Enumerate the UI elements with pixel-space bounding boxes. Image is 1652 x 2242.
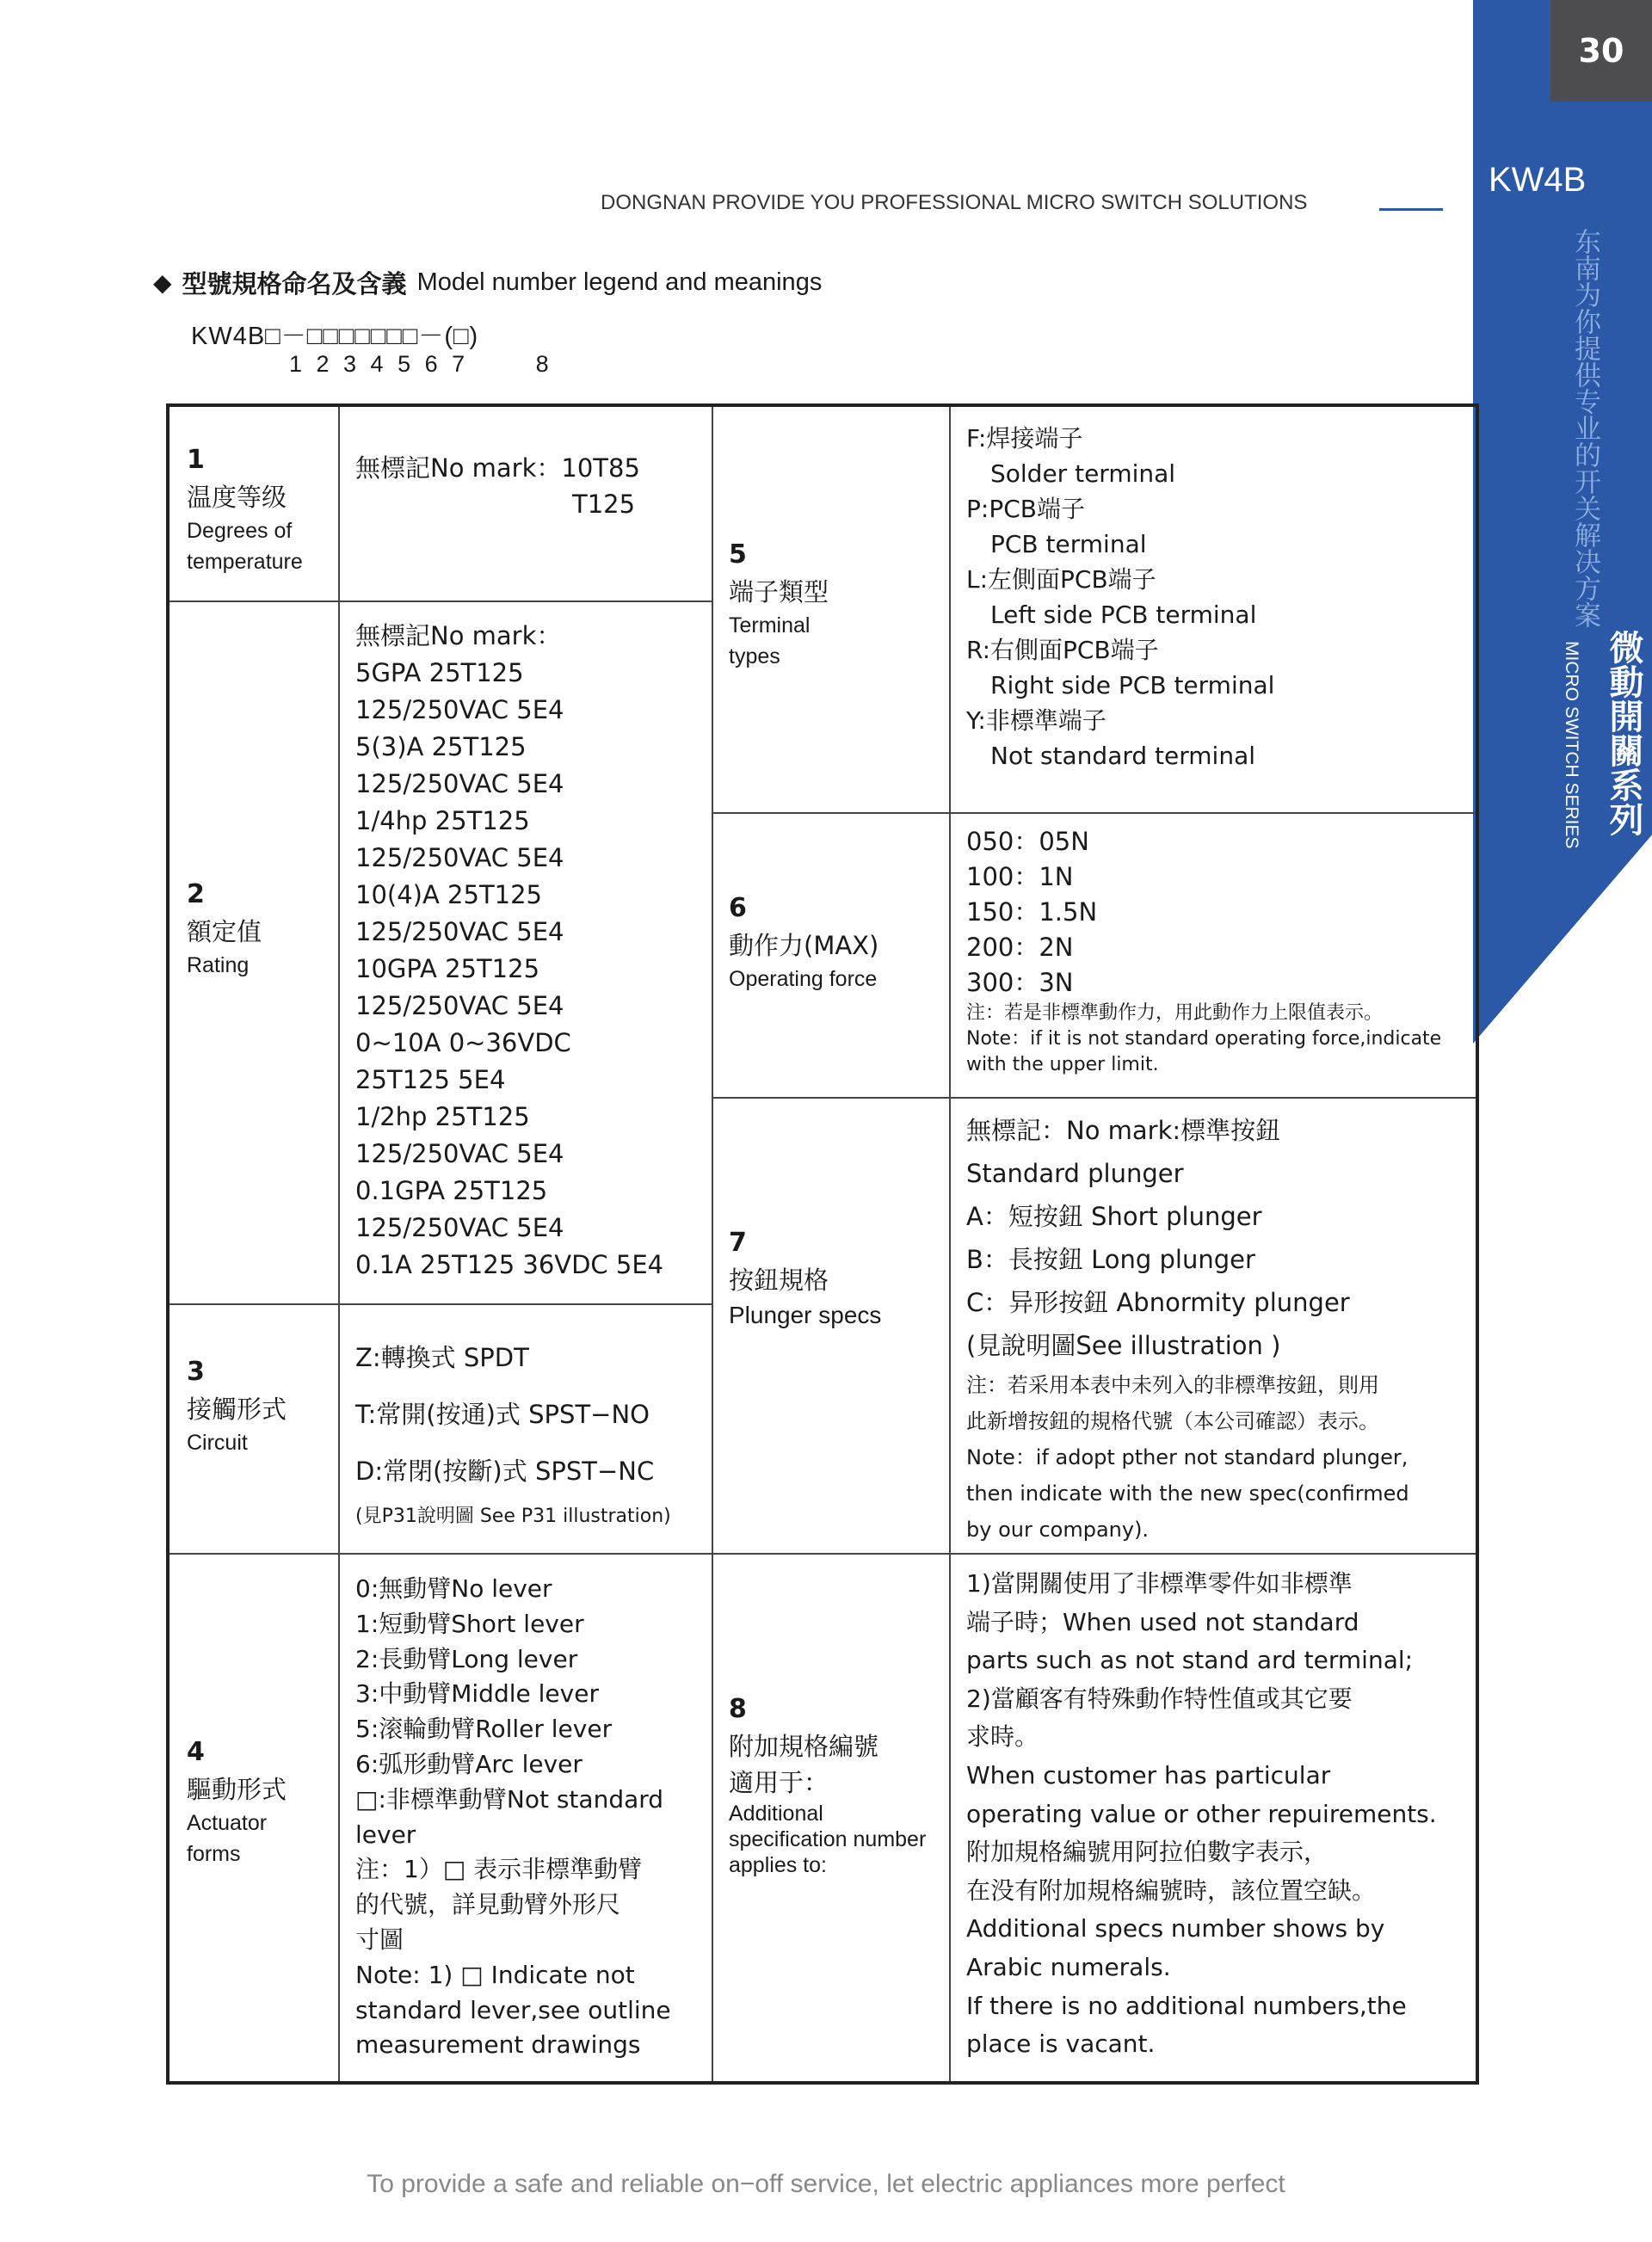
list-item: 125/250VAC 5E4 (355, 695, 564, 724)
row8-label-cn-2: 適用于： (729, 1767, 829, 1797)
model-code: KW4B□－□□□□□□□－(□) (191, 323, 479, 350)
list-item: Not standard terminal (990, 742, 1256, 770)
model-code-digits: 1 2 3 4 5 6 7 8 (289, 351, 549, 377)
list-item: 25T125 5E4 (355, 1065, 506, 1094)
list-item: 無標記：No mark:標準按鈕 (966, 1116, 1281, 1145)
row5-number: 5 (729, 539, 747, 570)
row7-content (949, 1097, 1476, 1553)
list-item: Note: 1) □ Indicate not (355, 1960, 635, 1989)
list-item: C：异形按鈕 Abnormity plunger (966, 1288, 1350, 1317)
series-code: KW4B (1489, 161, 1587, 199)
section-heading (153, 265, 822, 300)
list-item: 150：1.5N (966, 897, 1098, 927)
list-item: R:右側面PCB端子 (966, 636, 1159, 664)
vertical-slogan: 东南为你提供专业的开关解决方案 (1569, 228, 1600, 628)
section-title-cn: 型號規格命名及含義 (182, 269, 407, 299)
row2-label (170, 601, 338, 1303)
row4-label (170, 1553, 338, 2081)
list-item: operating value or other repuirements. (966, 1799, 1437, 1828)
row1-label-cn: 温度等级 (187, 482, 287, 512)
list-item: 1/2hp 25T125 (355, 1102, 530, 1131)
row1-number: 1 (187, 445, 205, 475)
list-item: D:常閉(按斷)式 SPST−NC (355, 1457, 655, 1486)
list-item: Solder terminal (990, 459, 1176, 488)
row1-line-1: 無標記No mark：10T85 (355, 453, 640, 483)
list-item: F:焊接端子 (966, 424, 1083, 453)
list-item: Standard plunger (966, 1159, 1184, 1188)
row3-label-cn: 接觸形式 (187, 1394, 287, 1424)
row3-number: 3 (187, 1357, 205, 1387)
list-item: 300：3N (966, 968, 1074, 997)
list-item: (見說明圖See illustration ) (966, 1331, 1281, 1360)
legend-table (166, 403, 1479, 2085)
list-item: 注：1）□ 表示非標準動臂 (355, 1855, 643, 1884)
row4-content (338, 1553, 712, 2081)
footer-slogan: To provide a safe and reliable on−off service, let electric appliances more perfect (367, 2170, 1285, 2198)
row2-content (338, 601, 712, 1303)
list-item: 125/250VAC 5E4 (355, 1139, 564, 1168)
list-item: 求時。 (966, 1722, 1039, 1752)
list-item: 125/250VAC 5E4 (355, 843, 564, 872)
page-number: 30 (1550, 0, 1652, 102)
list-item: 1/4hp 25T125 (355, 806, 530, 835)
row4-label-en-1: Actuator (187, 1810, 268, 1835)
list-item: PCB terminal (990, 530, 1147, 558)
row5-label-en-2: types (729, 644, 780, 668)
list-item: T:常開(按通)式 SPST−NO (355, 1400, 650, 1429)
row8-number: 8 (729, 1694, 747, 1724)
row8-label-cn-1: 附加規格編號 (729, 1731, 879, 1761)
list-item: 3:中動臂Middle lever (355, 1679, 599, 1709)
list-item: 5:滚輪動臂Roller lever (355, 1715, 613, 1744)
list-item: 10(4)A 25T125 (355, 880, 543, 909)
list-item: Right side PCB terminal (990, 671, 1275, 699)
side-ribbon (1473, 0, 1652, 1044)
list-item: 2:長動臂Long lever (355, 1644, 578, 1673)
list-item: measurement drawings (355, 2030, 641, 2060)
list-item: 0:無動臂No lever (355, 1574, 552, 1603)
row4-label-cn: 驅動形式 (187, 1774, 287, 1804)
diamond-bullet-icon: ◆ (153, 268, 172, 297)
list-item: A：短按鈕 Short plunger (966, 1202, 1262, 1231)
list-item: 的代號，詳見動臂外形尺 (355, 1890, 621, 1919)
row6-label-en: Operating force (729, 966, 878, 991)
list-item: 1)當開關使用了非標準零件如非標準 (966, 1569, 1353, 1598)
row8-label-en-1: Additional (729, 1801, 823, 1826)
row7-note-5: by our company). (966, 1518, 1150, 1542)
list-item: 5(3)A 25T125 (355, 732, 527, 761)
list-item: If there is no additional numbers,the (966, 1991, 1407, 2020)
list-item: 125/250VAC 5E4 (355, 991, 564, 1020)
row7-note-2: 此新增按鈕的規格代號（本公司確認）表示。 (966, 1409, 1379, 1433)
row3-label-en: Circuit (187, 1430, 248, 1455)
section-title-en: Model number legend and meanings (416, 268, 823, 296)
vertical-series-cn: 微動開關系列 (1604, 630, 1643, 836)
row7-label (712, 1097, 949, 1553)
list-item: 100：1N (966, 862, 1074, 891)
row8-content (949, 1553, 1476, 2081)
list-item: 125/250VAC 5E4 (355, 917, 564, 946)
row1-line-2: T125 (572, 490, 636, 520)
row8-label-en-3: applies to: (729, 1852, 827, 1877)
row1-label-en-1: Degrees of (187, 518, 293, 543)
list-item: 端子時；When used not standard (966, 1607, 1359, 1636)
row6-number: 6 (729, 893, 747, 923)
list-item: Left side PCB terminal (990, 601, 1257, 629)
row5-label-en-1: Terminal (729, 613, 811, 637)
row7-label-en: Plunger specs (729, 1301, 882, 1328)
row5-content (949, 407, 1476, 812)
list-item: lever (355, 1820, 416, 1849)
row3-note: (見P31說明圖 See P31 illustration) (355, 1506, 671, 1527)
row1-label-en-2: temperature (187, 549, 303, 574)
row5-label (712, 407, 949, 812)
list-item: 200：2N (966, 933, 1074, 962)
row1-label (170, 407, 338, 601)
list-item: Y:非標準端子 (966, 706, 1106, 735)
row8-label-en-2: specification number (729, 1826, 927, 1851)
list-item: 050：05N (966, 827, 1089, 856)
list-item: 無標記No mark： (355, 621, 562, 650)
header-tagline: DONGNAN PROVIDE YOU PROFESSIONAL MICRO SWITCH SOLUTIONS (601, 191, 1308, 214)
list-item: 1:短動臂Short lever (355, 1609, 584, 1638)
list-item: parts such as not stand ard terminal; (966, 1646, 1414, 1675)
list-item: 0.1A 25T125 36VDC 5E4 (355, 1250, 664, 1279)
list-item: 0~10A 0~36VDC (355, 1028, 571, 1057)
row6-note-3: with the upper limit. (966, 1054, 1159, 1075)
row6-content (949, 812, 1476, 1097)
row7-note-4: then indicate with the new spec(confirmed (966, 1481, 1409, 1506)
list-item: standard lever,see outline (355, 1995, 671, 2024)
row2-label-en: Rating (187, 952, 250, 977)
header-rule (1379, 208, 1443, 211)
list-item: □:非標準動臂Not standard (355, 1784, 664, 1814)
row4-number: 4 (187, 1737, 205, 1767)
list-item: 2)當顧客有特殊動作特性值或其它要 (966, 1684, 1353, 1713)
list-item: 125/250VAC 5E4 (355, 769, 564, 798)
list-item: 125/250VAC 5E4 (355, 1213, 564, 1242)
row3-content (338, 1303, 712, 1553)
list-item: P:PCB端子 (966, 495, 1085, 523)
row3-label (170, 1303, 338, 1553)
vertical-series-en: MICRO SWITCH SERIES (1562, 641, 1581, 849)
row8-label (712, 1553, 949, 2081)
list-item: When customer has particular (966, 1760, 1331, 1789)
list-item: 0.1GPA 25T125 (355, 1176, 548, 1205)
list-item: B：長按鈕 Long plunger (966, 1245, 1255, 1274)
row6-label-cn: 動作力(MAX) (729, 930, 879, 960)
row6-note-1: 注：若是非標準動作力，用此動作力上限值表示。 (966, 1002, 1384, 1024)
row7-number: 7 (729, 1228, 747, 1258)
list-item: 附加規格編號用阿拉伯數字表示， (966, 1838, 1328, 1867)
row6-label (712, 812, 949, 1097)
list-item: Additional specs number shows by (966, 1914, 1385, 1943)
list-item: 寸圖 (355, 1925, 404, 1954)
row4-label-en-2: forms (187, 1841, 241, 1866)
row1-content (338, 407, 712, 601)
list-item: place is vacant. (966, 2030, 1156, 2059)
row7-note-1: 注：若采用本表中未列入的非標準按鈕，則用 (966, 1373, 1379, 1397)
list-item: Z:轉換式 SPDT (355, 1343, 529, 1372)
list-item: 5GPA 25T125 (355, 658, 524, 687)
list-item: L:左側面PCB端子 (966, 565, 1156, 594)
list-item: 在没有附加規格編號時，該位置空缺。 (966, 1876, 1377, 1905)
row2-label-cn: 額定值 (187, 916, 262, 946)
list-item: 6:弧形動臂Arc lever (355, 1749, 583, 1778)
row5-label-cn: 端子類型 (729, 576, 829, 607)
row7-label-cn: 按鈕規格 (729, 1265, 829, 1295)
row6-note-2: Note：if it is not standard operating force,indicate (966, 1028, 1442, 1050)
list-item: Arabic numerals. (966, 1952, 1171, 1981)
row2-number: 2 (187, 879, 205, 909)
list-item: 10GPA 25T125 (355, 954, 540, 983)
row7-note-3: Note：if adopt pther not standard plunger, (966, 1445, 1409, 1469)
